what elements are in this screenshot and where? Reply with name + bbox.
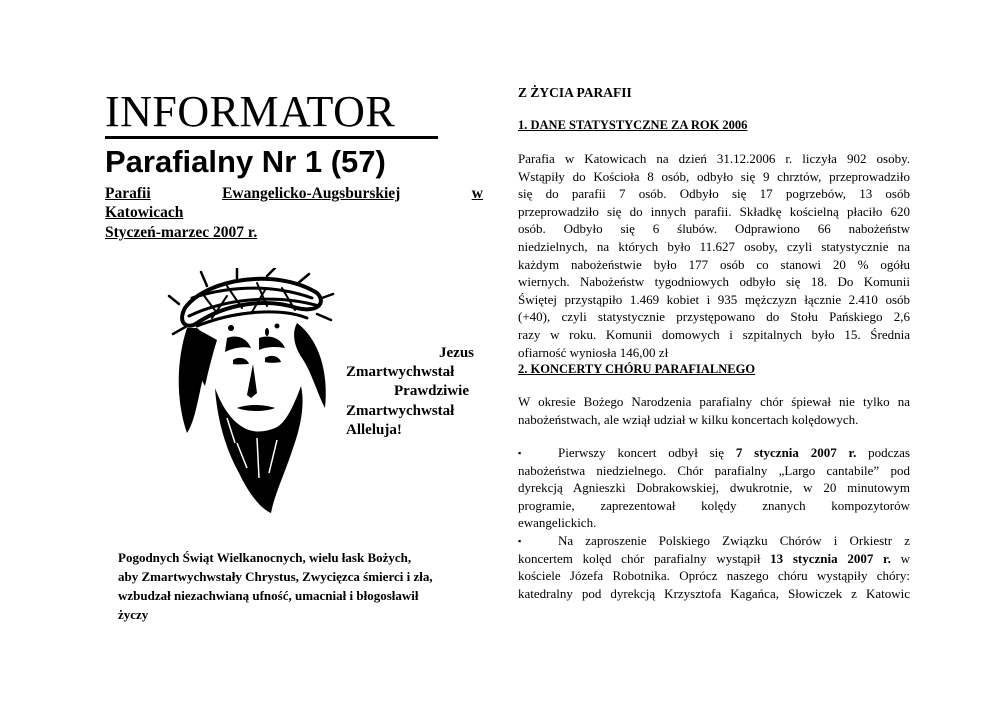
concert-date: 7 stycznia 2007 r.: [735, 445, 857, 460]
newsletter-subtitle: Parafialny Nr 1 (57): [105, 144, 386, 179]
concert-bullet-2: [518, 532, 910, 602]
concert-date: 13 stycznia 2007 r.: [770, 550, 891, 566]
stats-line: niedzielnych, na których było 11.627 osoby, czyli statystycznie na: [518, 238, 910, 254]
stats-line: każdym nabożeństwie było 177 osób co stanowi 20 % ogółu: [518, 256, 910, 272]
bullet-line: [518, 444, 910, 462]
intro-line: W okresie Bożego Narodzenia parafialny chór śpiewał nie tylko na: [518, 394, 910, 409]
stats-paragraph: [518, 150, 910, 361]
stats-line: osób. Odbyło się 6 ślubów. Odprawiono 66 nabożeństw: [518, 221, 910, 237]
parish-word-3: w: [471, 185, 483, 202]
section-title: Z ŻYCIA PARAFII: [518, 85, 632, 100]
easter-line-3: Prawdziwie: [394, 383, 469, 399]
bullet-line: programie, zaprezentował kolędy znanych kompozytorów: [518, 497, 910, 513]
stats-line: (+40), czyli statystycznie przystępowano do Stołu Pańskiego 2,6: [518, 309, 910, 325]
stats-line: razy w roku. Komunii domowych i szpitalnych było 15. Średnia: [518, 326, 910, 342]
stats-line: ofiarność wyniosła 146,00 zł: [518, 344, 669, 360]
bullet-line: katedralny pod dyrekcją Krzysztofa Kagańca, Słowiczek z Katowic: [518, 585, 910, 601]
bullet-line: [518, 550, 910, 568]
stats-line: się do parafii 7 osób. Odbyło się 17 pogrzebów, 13 osób: [518, 186, 910, 202]
easter-line-1: Jezus: [439, 345, 474, 361]
easter-line-4: Zmartwychwstał: [346, 403, 455, 419]
stats-line: wiernych. Nabożeństw tygodniowych odbyło się 18. Do Komunii: [518, 274, 910, 290]
jesus-illustration: [167, 268, 335, 518]
wishes-line: wzbudzał niezachwianą ufność, umacniał i błogosławił: [118, 588, 419, 603]
easter-line-5: Alleluja!: [346, 422, 402, 438]
bullet-text: Pierwszy koncert odbył się: [558, 445, 736, 460]
intro-line: nabożeństwach, ale wziął udział w kilku koncertach kolędowych.: [518, 411, 859, 427]
easter-line-2: Zmartwychwstał: [346, 364, 455, 380]
bullet-text: koncertem kolęd chór parafialny wystąpił: [518, 550, 771, 566]
bullet-icon: ▪: [518, 448, 522, 458]
stats-line: Wstąpiły do Kościoła 8 osób, odbyło się 9 chrztów, przeprowadziło: [518, 168, 910, 184]
concerts-heading: 2. KONCERTY CHÓRU PARAFIALNEGO: [518, 362, 756, 376]
parish-line-2: Katowicach: [105, 204, 184, 221]
bullet-text: w: [890, 550, 910, 566]
bullet-text: Na zaproszenie Polskiego Związku Chórów i Orkiestr z: [558, 533, 910, 548]
bullet-line: kościele Józefa Robotnika. Oprócz naszego chóru wystąpiły chóry:: [518, 568, 910, 584]
bullet-icon: ▪: [518, 536, 522, 546]
parish-word-2: Ewangelicko-Augsburskiej: [222, 185, 401, 202]
wishes-line: aby Zmartwychwstały Chrystus, Zwycięzca śmierci i zła,: [118, 569, 433, 584]
bullet-line: ewangelickich.: [518, 515, 597, 531]
newsletter-title: INFORMATOR: [105, 87, 396, 136]
bullet-text: podczas: [856, 445, 910, 460]
wishes-line: życzy: [118, 607, 149, 622]
concert-bullet-1: [518, 444, 910, 532]
parish-word-1: Parafii: [105, 185, 151, 202]
title-underline: [105, 136, 438, 139]
parish-line-1: [105, 184, 483, 203]
stats-line: Świętej przystąpiło 1.469 kobiet i 935 mężczyzn łącznie 2.410 osób: [518, 291, 910, 307]
stats-heading: 1. DANE STATYSTYCZNE ZA ROK 2006: [518, 118, 748, 132]
bullet-line: nabożeństwa niedzielnego. Chór parafialny „Largo cantabile” pod: [518, 462, 910, 478]
wishes-line: Pogodnych Świąt Wielkanocnych, wielu łask Bożych,: [118, 550, 412, 565]
stats-line: Parafia w Katowicach na dzień 31.12.2006 r. liczyła 902 osoby.: [518, 151, 910, 166]
stats-line: przeprowadziło się do innych parafii. Składkę kościelną płaciło 620: [518, 203, 910, 219]
easter-wishes: [118, 548, 480, 624]
concerts-intro: [518, 393, 910, 428]
bullet-line: dyrekcją Agnieszki Dobrakowskiej, dwukrotnie, w 20 minutowym: [518, 480, 910, 496]
bullet-line: [518, 532, 910, 550]
issue-date: Styczeń-marzec 2007 r.: [105, 224, 258, 241]
